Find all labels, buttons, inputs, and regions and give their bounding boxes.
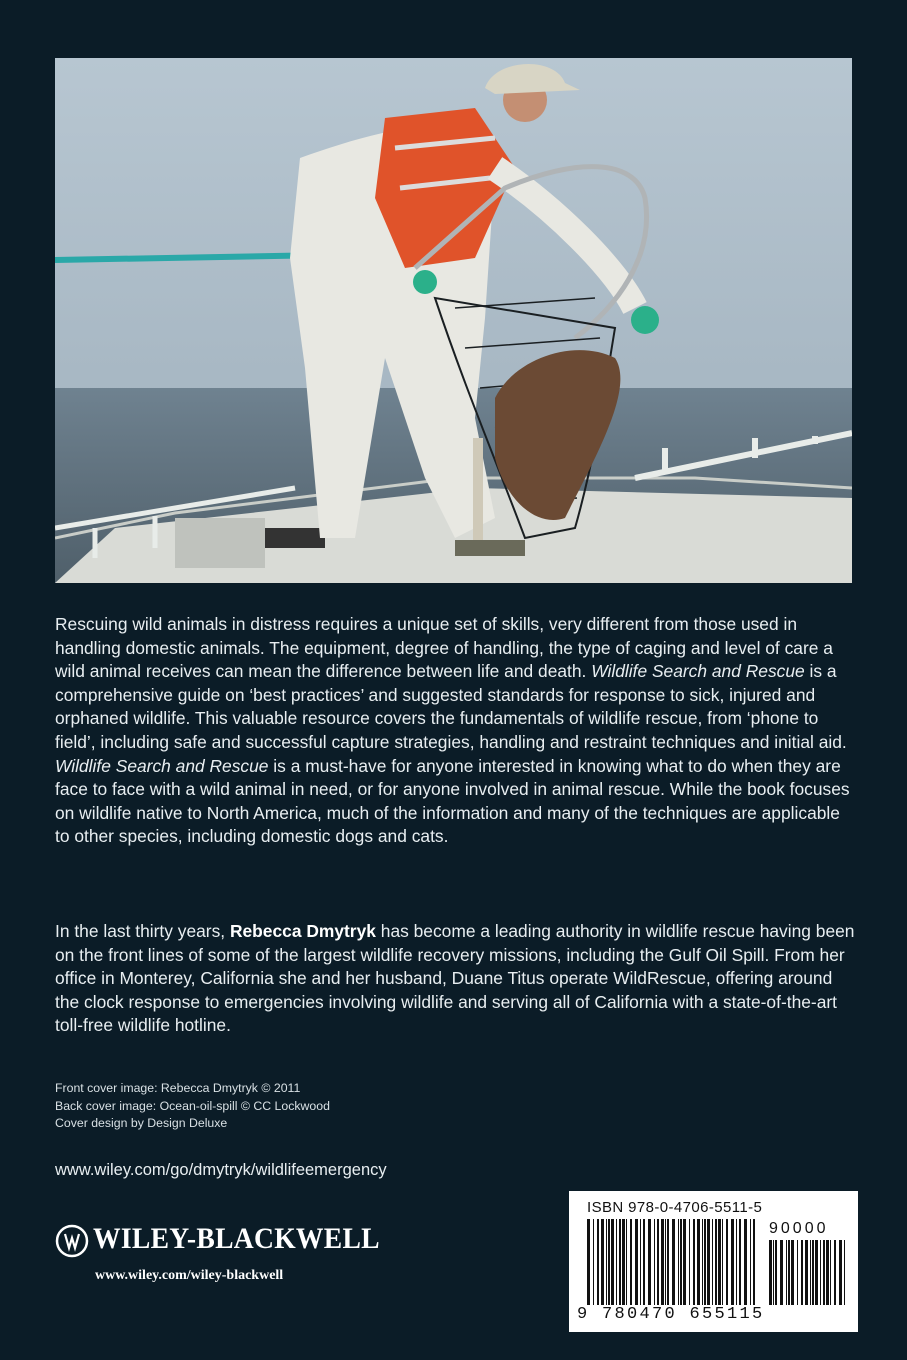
barcode-bar [788, 1240, 790, 1305]
isbn-barcode [569, 1191, 858, 1332]
barcode-bar [791, 1240, 794, 1305]
barcode-bar [678, 1219, 679, 1305]
bio-text: has become a leading authority in wildlife rescue having been on the front lines of some of the largest wildlife recovery missions, including the Gulf Oil Spill. From her office in Monterey, California she and her husband, Duane Titus operate WildRescue, offering around the clock response to emergencies involving wildlife and serving all of California with a state-of-the-art toll-free wildlife hotline. [55, 921, 855, 1036]
author-name: Rebecca Dmytryk [229, 921, 376, 941]
barcode-bar [661, 1219, 664, 1305]
barcode-digits: 9 780470 655115 [577, 1305, 765, 1324]
barcode-bar [826, 1240, 829, 1305]
barcode-bar [619, 1219, 621, 1305]
barcode-bar [753, 1219, 755, 1305]
barcode-bar [680, 1219, 682, 1305]
barcode-bar [693, 1219, 695, 1305]
barcode-bar [744, 1219, 747, 1305]
barcode-bar [630, 1219, 632, 1305]
barcode-bar [683, 1219, 686, 1305]
barcode-bar [697, 1219, 700, 1305]
barcode-bar [622, 1219, 625, 1305]
barcode-bar [815, 1240, 818, 1305]
barcode-bar [844, 1240, 845, 1305]
barcode-bar [731, 1219, 734, 1305]
barcode-bar [689, 1219, 690, 1305]
bio-text: In the last thirty years, [55, 921, 230, 941]
barcode-bar [780, 1240, 783, 1305]
blurb-text: is a comprehensive guide on ‘best practices’ and suggested standards for response to sick, injured and orphaned wildlife. This valuable resource covers the fundamentals of wildlife rescue, from ‘phone to field’, including safe and successful capture strategies, handling and restraint techniques and initial aid. [55, 661, 847, 752]
barcode-bar [820, 1240, 821, 1305]
blurb-text: Rescuing wild animals in distress requires a unique set of skills, very different from those used in handling domestic animals. The equipment, degree of handling, the type of caging and level of care a wild animal receives can mean the difference between life and death. [55, 614, 833, 682]
barcode-bar [611, 1219, 614, 1305]
barcode-bar [597, 1219, 599, 1305]
barcode-bar [626, 1219, 627, 1305]
barcode-bar [606, 1219, 607, 1305]
wiley-blackwell-emblem-icon [55, 1224, 89, 1258]
rescuer-pelican-photo-icon [55, 58, 852, 583]
barcode-bar [805, 1240, 808, 1305]
barcode-bar [812, 1240, 814, 1305]
front-cover-credit: Front cover image: Rebecca Dmytryk © 2011 [55, 1081, 301, 1095]
cover-photo [55, 58, 852, 583]
barcode-bar [704, 1219, 706, 1305]
barcode-bar [601, 1219, 604, 1305]
isbn-label: ISBN 978-0-4706-5511-5 [587, 1199, 763, 1216]
barcode-bar [718, 1219, 721, 1305]
author-bio-paragraph [55, 920, 855, 1038]
barcode-bar [712, 1219, 713, 1305]
price-code-label: 90000 [769, 1220, 829, 1237]
barcode-bar [672, 1219, 675, 1305]
barcode-bar [654, 1219, 655, 1305]
barcode-bar [648, 1219, 651, 1305]
barcode-bar [635, 1219, 638, 1305]
barcode-bar [830, 1240, 831, 1305]
barcode-bar [823, 1240, 825, 1305]
barcode-bar [834, 1240, 836, 1305]
barcode-bar [715, 1219, 717, 1305]
barcode-bar [657, 1219, 659, 1305]
barcode-bar [810, 1240, 811, 1305]
barcode-bar [587, 1219, 590, 1305]
image-credits [55, 1080, 330, 1133]
barcode-bar [593, 1219, 594, 1305]
ean-barcode-icon [587, 1219, 759, 1305]
back-cover-credit: Back cover image: Ocean-oil-spill © CC Lockwood [55, 1098, 330, 1113]
barcode-bar [775, 1240, 777, 1305]
barcode-bar [801, 1240, 803, 1305]
barcode-bar [786, 1240, 787, 1305]
book-title: Wildlife Search and Rescue [55, 755, 269, 776]
blurb-text: is a must-have for anyone interested in knowing what to do when they are face to face with a wild animal in need, or for anyone involved in animal rescue. While the book focuses on wildlife native to North America, much of the information and many of the techniques are applicable to other species, including domestic dogs and cats. [55, 755, 850, 847]
book-website-link[interactable]: www.wiley.com/go/dmytryk/wildlifeemergency [55, 1161, 387, 1179]
barcode-bar [722, 1219, 723, 1305]
barcode-bar [839, 1240, 842, 1305]
addon-barcode-icon [769, 1240, 849, 1305]
barcode-bar [797, 1240, 798, 1305]
book-title: Wildlife Search and Rescue [591, 661, 805, 682]
barcode-bar [773, 1240, 774, 1305]
publisher-logo-block [55, 1224, 415, 1294]
barcode-bar [707, 1219, 710, 1305]
barcode-bar [702, 1219, 703, 1305]
barcode-bar [736, 1219, 737, 1305]
barcode-bar [726, 1219, 728, 1305]
barcode-bar [739, 1219, 741, 1305]
barcode-bar [640, 1219, 641, 1305]
description-paragraph [55, 613, 855, 849]
barcode-bar [643, 1219, 645, 1305]
barcode-bar [750, 1219, 751, 1305]
barcode-bar [769, 1240, 772, 1305]
barcode-bar [616, 1219, 617, 1305]
publisher-url[interactable]: www.wiley.com/wiley-blackwell [95, 1268, 284, 1283]
barcode-bar [665, 1219, 666, 1305]
publisher-name: WILEY-BLACKWELL [93, 1222, 380, 1255]
barcode-bar [608, 1219, 610, 1305]
design-credit: Cover design by Design Deluxe [55, 1116, 228, 1130]
barcode-bar [667, 1219, 669, 1305]
